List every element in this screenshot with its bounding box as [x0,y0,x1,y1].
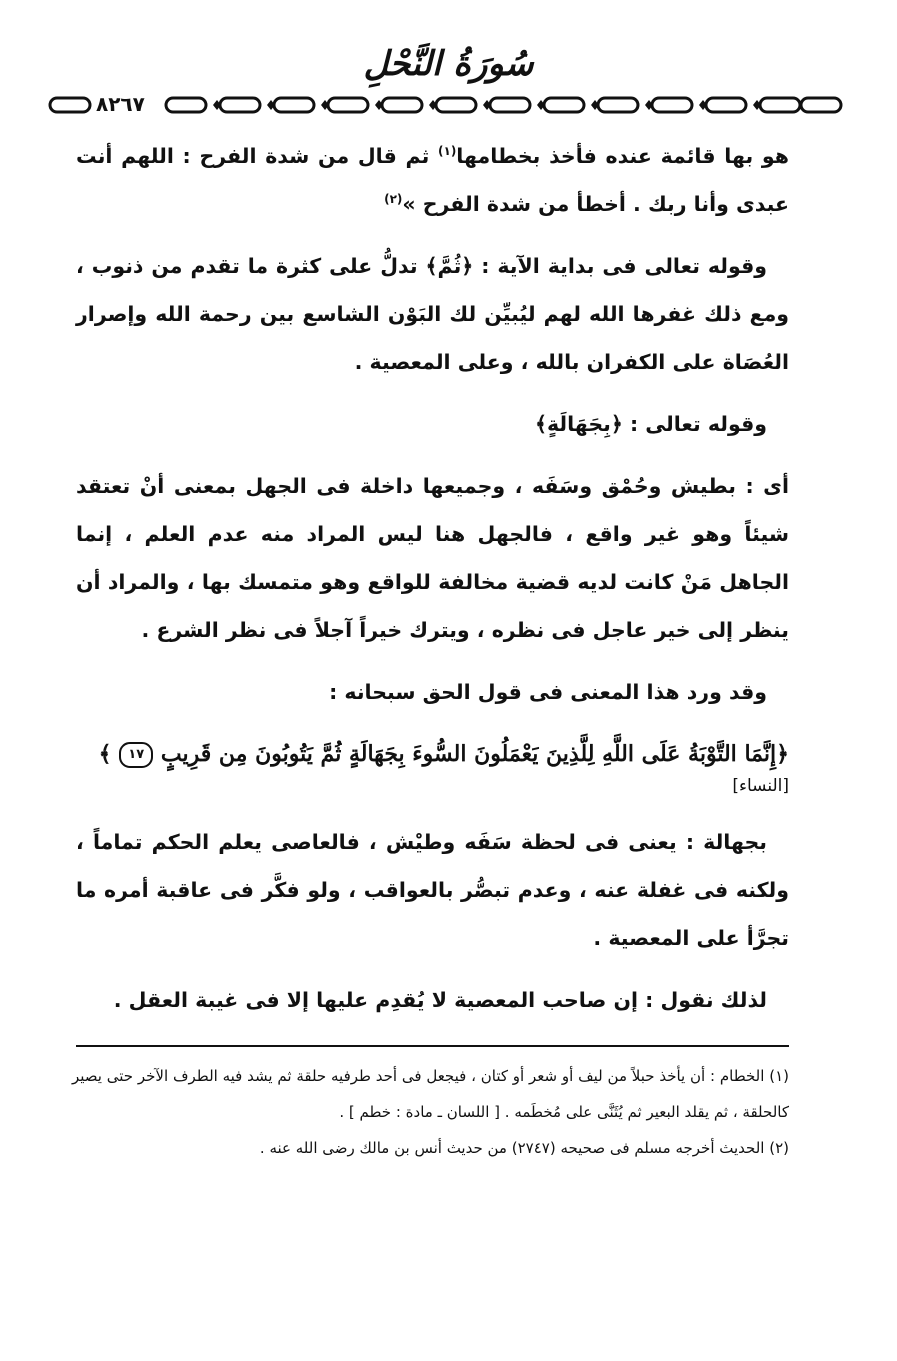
footnote-1: (١) الخطام : أن يأخذ حبلاً من ليف أو شعر أو كتان ، فيجعل فى أحد طرفيه حلقة ثم يشد فيه الطرف الآخر حتى يصير كالحلقة ، ثم يقلد البعير ثم يُثَنَّى على مُخطَمه . [ اللسان ـ مادة : خطم ] . [72,1067,789,1121]
main-text [76,132,789,1038]
paragraph-1-text-b: ثم قال من شدة الفرح : اللهم أنت عبدى وأنا ربك . أخطأ من شدة الفرح » [76,144,789,216]
quran-source: [النساء] [732,776,789,796]
page-number: ٨٢٦٧ [92,90,149,118]
paragraph-1 [76,132,789,228]
quran-verse [76,730,789,778]
surah-title: سُورَةُ النَّحْلِ [363,44,534,84]
quran-close-bracket: ﴾ [98,741,112,767]
quran-verse-text: إِنَّمَا التَّوْبَةُ عَلَى اللَّهِ لِلَّذِينَ يَعْمَلُونَ السُّوءَ بِجَهَالَةٍ ثُمَّ يَتُوبُونَ مِن قَرِيبٍ [160,741,777,767]
footnotes [72,1058,789,1166]
paragraph-5: وقد ورد هذا المعنى فى قول الحق سبحانه : [329,680,767,704]
paragraph-6: بجهالة : يعنى فى لحظة سَفَه وطيْش ، فالعاصى يعلم الحكم تماماً ، ولكنه فى غفلة عنه ، وعدم تبصُّر بالعواقب ، ولو فكَّر فى عاقبة أمره ما تجرَّأ على المعصية . [76,830,789,950]
paragraph-3: وقوله تعالى : ﴿بِجَهَالَةٍ﴾ [534,412,767,436]
footnote-ref-2[interactable]: (٢) [384,192,403,207]
paragraph-1-text-a: هو بها قائمة عنده فأخذ بخطامها [456,144,789,168]
paragraph-4: أى : بطيش وحُمْق وسَفَه ، وجميعها داخلة فى الجهل بمعنى أنْ تعتقد شيئاً وهو غير واقع ، فالجهل هنا ليس المراد منه عدم العلم ، إنما الجاهل مَنْ كانت لديه قضية مخالفة للواقع وهو متمسك بها ، والمراد أن ينظر إلى خير عاجل فى نظره ، ويترك خيراً آجلاً فى نظر الشرع . [76,474,789,642]
footnote-divider [76,1045,789,1047]
footnote-2: (٢) الحديث أخرجه مسلم فى صحيحه (٢٧٤٧) من حديث أنس بن مالك رضى الله عنه . [259,1139,789,1157]
paragraph-2: وقوله تعالى فى بداية الآية : ﴿ثُمَّ﴾ تدلُّ على كثرة ما تقدم من ذنوب ، ومع ذلك غفرها الله لهم ليُبيِّن لك البَوْن الشاسع بين رحمة الله وإصرار العُصَاة على الكفران بالله ، وعلى المعصية . [76,254,789,374]
paragraph-7: لذلك نقول : إن صاحب المعصية لا يُقدِم عليها إلا فى غيبة العقل . [113,988,767,1012]
verse-number-badge: ١٧ [119,742,153,768]
footnote-ref-1[interactable]: (١) [438,144,457,159]
ornament-border [48,92,843,118]
quran-open-bracket: ﴿ [776,741,789,767]
